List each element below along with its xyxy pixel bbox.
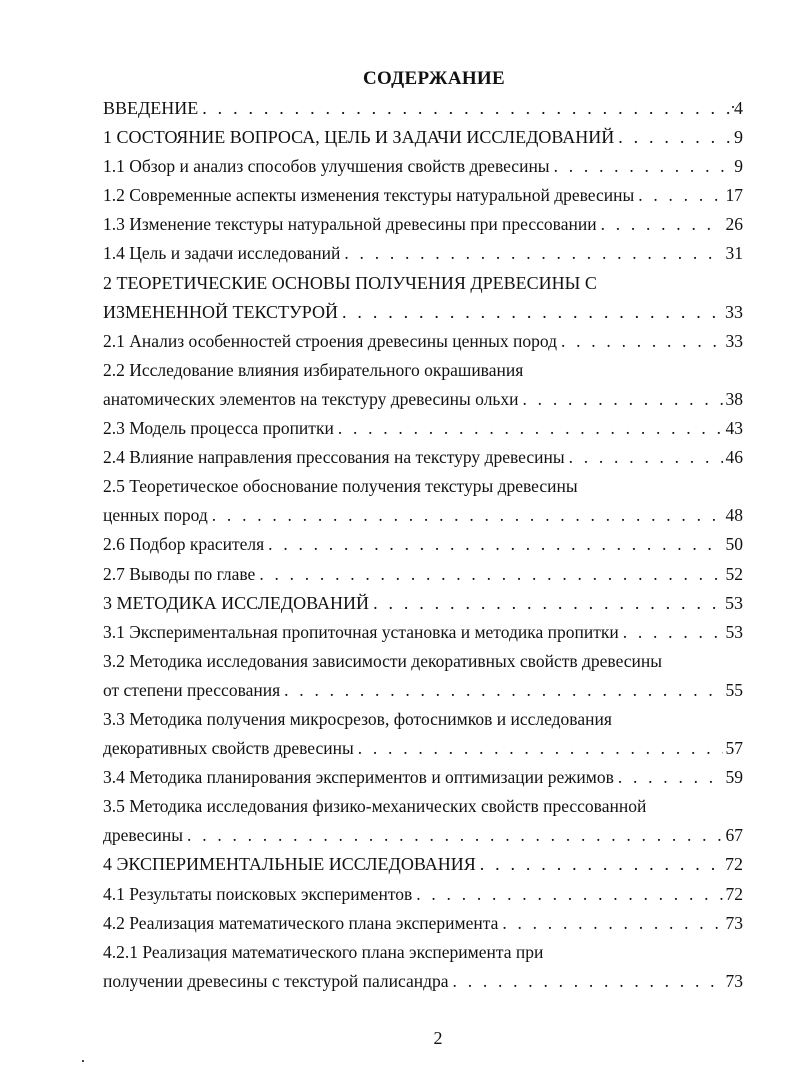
dot-leader — [618, 763, 723, 792]
dot-leader — [523, 385, 723, 414]
scan-speck — [732, 106, 734, 108]
dot-leader — [373, 589, 722, 618]
toc-entry-page: 59 — [725, 767, 743, 788]
toc-entry[interactable] — [103, 676, 743, 705]
toc-entry[interactable] — [103, 181, 743, 210]
toc-entry[interactable] — [103, 414, 743, 443]
page-number: 2 — [433, 1028, 443, 1048]
toc-entry-label: 1 СОСТОЯНИЕ ВОПРОСА, ЦЕЛЬ И ЗАДАЧИ ИССЛЕДОВАНИЙ — [103, 127, 615, 148]
toc-entry-page: 46 — [725, 447, 743, 468]
toc-entry-label: ИЗМЕНЕННОЙ ТЕКСТУРОЙ — [103, 301, 339, 322]
toc-entry-first-line — [103, 647, 743, 676]
scan-speck — [82, 1060, 84, 1062]
toc-entry-page: 17 — [725, 185, 743, 206]
toc-entry-page: 57 — [725, 738, 743, 759]
toc-entry-page: 53 — [725, 621, 743, 642]
toc-entry[interactable] — [103, 385, 743, 414]
toc-entry-page: 33 — [725, 330, 743, 351]
toc-entry-label: 4.1 Результаты поисковых экспериментов — [103, 883, 413, 904]
toc-entry-label: 2.6 Подбор красителя — [103, 534, 265, 555]
toc-entry-page: 55 — [725, 679, 743, 700]
dot-leader — [601, 210, 723, 239]
toc-entry[interactable] — [103, 909, 743, 938]
dot-leader — [268, 530, 722, 559]
dot-leader — [342, 298, 722, 327]
toc-entry-first-line — [103, 938, 743, 967]
toc-entry[interactable] — [103, 850, 743, 879]
dot-leader — [554, 152, 732, 181]
toc-entry[interactable] — [103, 530, 743, 559]
toc-entry-label: получении древесины с текстурой палисандра — [103, 970, 449, 991]
toc-entry-label: анатомических элементов на текстуру древесины ольхи — [103, 388, 519, 409]
toc-entry-page: 4 — [734, 98, 743, 118]
toc-entry-page: 50 — [725, 534, 743, 555]
dot-leader — [338, 414, 723, 443]
toc-entry-page: 9 — [734, 156, 743, 177]
toc-entry-label: 1.1 Обзор и анализ способов улучшения свойств древесины — [103, 156, 550, 177]
toc-entry-page: 73 — [725, 912, 743, 933]
toc-entry-label: 4.2.1 Реализация математического плана эксперимента при — [103, 941, 544, 962]
toc-entry[interactable] — [103, 239, 743, 268]
toc-entry-page: 52 — [725, 563, 743, 584]
toc-entry-label: 3.5 Методика исследования физико-механических свойств прессованной — [103, 796, 647, 817]
toc-entry[interactable] — [103, 501, 743, 530]
toc-entry[interactable] — [103, 123, 743, 152]
toc-entry-page: 33 — [725, 301, 743, 322]
dot-leader — [618, 123, 731, 152]
dot-leader — [202, 94, 731, 123]
toc-entry-page: 73 — [725, 970, 743, 991]
dot-leader — [358, 734, 723, 763]
toc-entry-label: 2.7 Выводы по главе — [103, 563, 256, 584]
toc-entry-page: 48 — [725, 505, 743, 526]
toc-entry-label: 1.3 Изменение текстуры натуральной древесины при прессовании — [103, 214, 597, 235]
toc-entry-label: 2.5 Теоретическое обоснование получения текстуры древесины — [103, 476, 578, 497]
dot-leader — [187, 821, 722, 850]
toc-entry[interactable] — [103, 880, 743, 909]
toc-entry-page: 43 — [725, 418, 743, 439]
toc-entry-label: 2.4 Влияние направления прессования на текстуру древесины — [103, 447, 565, 468]
dot-leader — [623, 618, 723, 647]
table-of-contents — [103, 94, 743, 996]
toc-entry-label: 4 ЭКСПЕРИМЕНТАЛЬНЫЕ ИССЛЕДОВАНИЯ — [103, 854, 476, 875]
toc-entry-page: 26 — [725, 214, 743, 235]
dot-leader — [638, 181, 722, 210]
dot-leader — [344, 239, 722, 268]
toc-entry-page: 53 — [725, 592, 743, 613]
toc-entry-label: ценных пород — [103, 505, 208, 526]
toc-entry[interactable] — [103, 152, 743, 181]
toc-entry[interactable] — [103, 443, 743, 472]
toc-entry[interactable] — [103, 298, 743, 327]
toc-entry-page: 72 — [725, 883, 743, 904]
page-title: СОДЕРЖАНИЕ — [363, 68, 505, 89]
toc-entry[interactable] — [103, 763, 743, 792]
toc-entry-page: 31 — [725, 243, 743, 264]
toc-entry-label: 3.1 Экспериментальная пропиточная установка и методика пропитки — [103, 621, 619, 642]
dot-leader — [480, 850, 722, 879]
toc-entry[interactable] — [103, 560, 743, 589]
toc-entry-label: от степени прессования — [103, 679, 281, 700]
dot-leader — [416, 880, 722, 909]
dot-leader — [561, 327, 723, 356]
toc-entry-label: древесины — [103, 825, 184, 846]
toc-entry[interactable] — [103, 327, 743, 356]
toc-entry-label: 4.2 Реализация математического плана эксперимента — [103, 912, 499, 933]
toc-entry-label: декоративных свойств древесины — [103, 738, 354, 759]
toc-entry-label: 3 МЕТОДИКА ИССЛЕДОВАНИЙ — [103, 592, 370, 613]
toc-entry-page: 38 — [725, 388, 743, 409]
dot-leader — [259, 560, 722, 589]
toc-entry-label: 2 ТЕОРЕТИЧЕСКИЕ ОСНОВЫ ПОЛУЧЕНИЯ ДРЕВЕСИНЫ С — [103, 272, 597, 293]
dot-leader — [212, 501, 723, 530]
toc-entry-label: 3.3 Методика получения микросрезов, фотоснимков и исследования — [103, 708, 612, 729]
toc-entry[interactable] — [103, 821, 743, 850]
dot-leader — [284, 676, 722, 705]
toc-entry[interactable] — [103, 94, 743, 123]
toc-entry-page: 9 — [734, 127, 743, 148]
toc-entry[interactable] — [103, 967, 743, 996]
dot-leader — [453, 967, 723, 996]
toc-entry[interactable] — [103, 618, 743, 647]
toc-entry-label: 1.2 Современные аспекты изменения текстуры натуральной древесины — [103, 185, 635, 206]
toc-entry[interactable] — [103, 210, 743, 239]
dot-leader — [502, 909, 722, 938]
toc-entry-label: 3.2 Методика исследования зависимости декоративных свойств древесины — [103, 650, 663, 671]
toc-entry-label: 1.4 Цель и задачи исследований — [103, 243, 341, 264]
toc-entry-label: 2.1 Анализ особенностей строения древесины ценных пород — [103, 330, 557, 351]
toc-entry-first-line — [103, 472, 743, 501]
toc-entry-first-line — [103, 269, 743, 298]
toc-entry-first-line — [103, 705, 743, 734]
toc-entry-page: 67 — [725, 825, 743, 846]
toc-entry-label: 2.2 Исследование влияния избирательного окрашивания — [103, 359, 524, 380]
dot-leader — [569, 443, 723, 472]
toc-entry-page: 72 — [725, 854, 743, 875]
toc-entry[interactable] — [103, 734, 743, 763]
toc-entry-first-line — [103, 356, 743, 385]
toc-entry-label: 3.4 Методика планирования экспериментов и оптимизации режимов — [103, 767, 614, 788]
toc-entry-label: ВВЕДЕНИЕ — [103, 98, 199, 118]
toc-entry-label: 2.3 Модель процесса пропитки — [103, 418, 334, 439]
toc-entry[interactable] — [103, 589, 743, 618]
toc-entry-first-line — [103, 792, 743, 821]
